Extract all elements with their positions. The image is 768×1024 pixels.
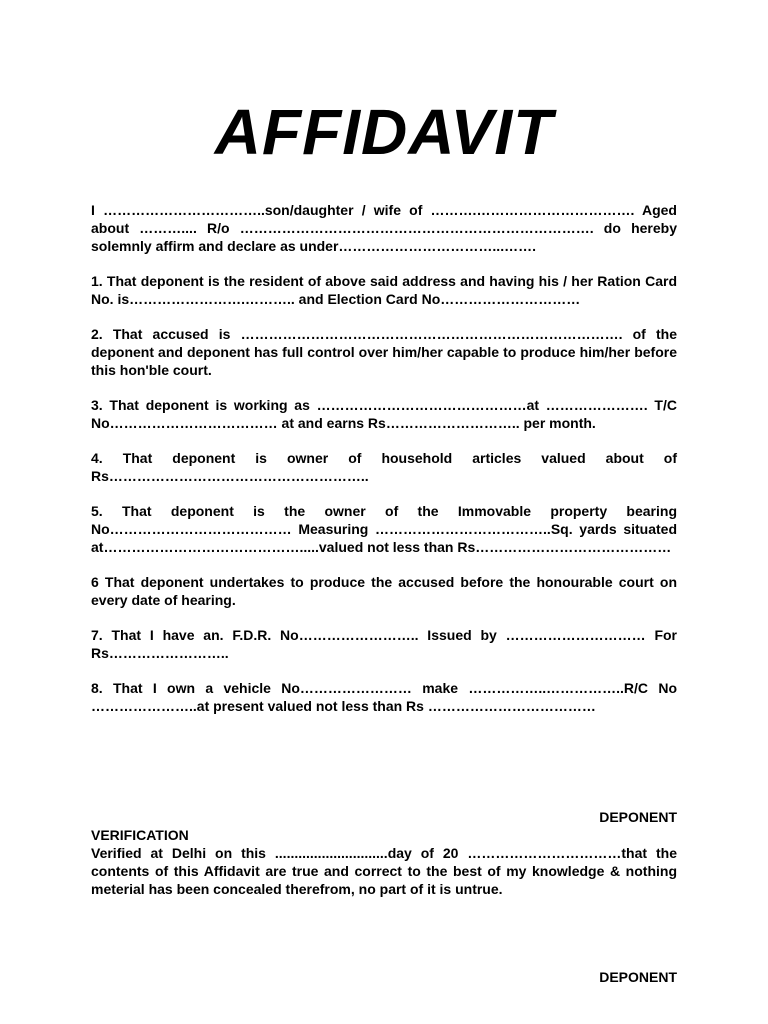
verification-section xyxy=(91,826,677,898)
clause-7: 7. That I have an. F.D.R. No…………………….. Issued by ………………………… For Rs…………………….. xyxy=(91,627,677,661)
clause-4: 4. That deponent is owner of household articles valued about of Rs……………………………………………….. xyxy=(91,450,677,484)
affidavit-body xyxy=(91,201,677,715)
verification-text: Verified at Delhi on this .............................day of 20 ……………………………that the contents of this Affidavit are true and correct to the best of my knowledge & nothing meterial has been concealed therefrom, no part of it is untrue. xyxy=(91,845,677,897)
clause-6: 6 That deponent undertakes to produce the accused before the honourable court on every date of hearing. xyxy=(91,574,677,608)
intro-paragraph: I ……………………………..son/daughter / wife of ……….……………………………. Aged about ……….... R/o …………………………………………………………………. do hereby solemnly affirm and declare as under……………………………...……. xyxy=(91,202,677,254)
document-title: AFFIDAVIT xyxy=(214,96,554,168)
clause-2: 2. That accused is ………………………………………………………………………. of the deponent and deponent has full control over him/her capable to produce him/her before this hon'ble court. xyxy=(91,326,677,378)
verification-heading: VERIFICATION xyxy=(91,827,189,843)
clause-3: 3. That deponent is working as ………………………………………at …………………. T/C No……………………………… at and earns Rs……………………….. per month. xyxy=(91,397,677,431)
clause-5: 5. That deponent is the owner of the Immovable property bearing No………………………………… Measuring ………………………………..Sq. yards situated at…………………………………….....valued not less than Rs…………………………………… xyxy=(91,503,677,555)
clause-1: 1. That deponent is the resident of above said address and having his / her Ration Card No. is…………………….……….. and Election Card No………………………… xyxy=(91,273,677,307)
clause-8: 8. That I own a vehicle No…………………… make ……………..……………..R/C No …………………..at present valued not less than Rs ……………………………… xyxy=(91,680,677,714)
deponent-label-bottom: DEPONENT xyxy=(599,969,677,985)
deponent-label-top: DEPONENT xyxy=(599,809,677,825)
